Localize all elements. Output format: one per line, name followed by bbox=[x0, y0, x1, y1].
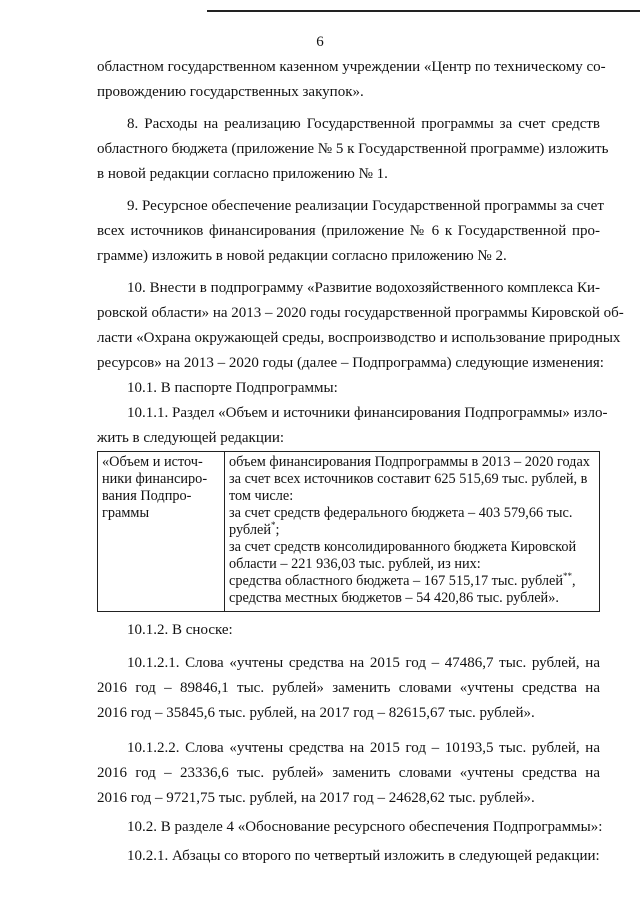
item-9-line: всех источников финансирования (приложение № 6 к Государственной про- bbox=[97, 223, 600, 239]
item-10-1-2-1-line: 10.1.2.1. Слова «учтены средства на 2015 год – 47486,7 тыс. рублей, на bbox=[127, 655, 600, 671]
label-line: ники финансиро- bbox=[102, 471, 208, 487]
text-line: провождению государственных закупок». bbox=[97, 84, 364, 100]
passport-label-cell bbox=[98, 452, 225, 612]
item-10-1-2-2-line: 2016 год – 9721,75 тыс. рублей, на 2017 год – 24628,62 тыс. рублей». bbox=[97, 790, 535, 806]
value-line: том числе: bbox=[229, 488, 294, 504]
item-10-2: 10.2. В разделе 4 «Обоснование ресурсного обеспечения Подпрограммы»: bbox=[127, 819, 603, 835]
passport-value-cell bbox=[225, 452, 600, 612]
footnote-mark: ** bbox=[563, 571, 573, 582]
top-rule bbox=[207, 10, 640, 12]
item-10-1: 10.1. В паспорте Подпрограммы: bbox=[127, 380, 338, 396]
value-line: за счет всех источников составит 625 515,69 тыс. рублей, в bbox=[229, 471, 588, 487]
item-8-line: 8. Расходы на реализацию Государственной программы за счет средств bbox=[127, 116, 600, 132]
punctuation: , bbox=[572, 573, 576, 589]
item-10-1-1-line: 10.1.1. Раздел «Объем и источники финансирования Подпрограммы» изло- bbox=[127, 405, 608, 421]
item-10-1-2-2-line: 10.1.2.2. Слова «учтены средства на 2015 год – 10193,5 тыс. рублей, на bbox=[127, 740, 600, 756]
value-line bbox=[229, 522, 595, 539]
item-10-line: 10. Внести в подпрограмму «Развитие водохозяйственного комплекса Ки- bbox=[127, 280, 600, 296]
item-10-1-2: 10.1.2. В сноске: bbox=[127, 622, 233, 638]
label-line: граммы bbox=[102, 505, 150, 521]
item-10-1-2-2-line: 2016 год – 23336,6 тыс. рублей» заменить словами «учтены средства на bbox=[97, 765, 600, 781]
table-row bbox=[98, 452, 600, 612]
value-line: объем финансирования Подпрограммы в 2013 – 2020 годах bbox=[229, 454, 590, 470]
value-line: за счет средств федерального бюджета – 403 579,66 тыс. bbox=[229, 505, 573, 521]
text-line: областном государственном казенном учреждении «Центр по техническому со- bbox=[97, 59, 606, 75]
item-8-line: областного бюджета (приложение № 5 к Государственной программе) изложить bbox=[97, 141, 609, 157]
value-line: средства местных бюджетов – 54 420,86 тыс. рублей». bbox=[229, 590, 559, 606]
item-8-line: в новой редакции согласно приложению № 1. bbox=[97, 166, 388, 182]
item-10-line: ласти «Охрана окружающей среды, воспроизводство и использование природных bbox=[97, 330, 621, 346]
passport-table bbox=[97, 451, 600, 612]
item-10-1-1-line: жить в следующей редакции: bbox=[97, 430, 285, 446]
value-line: за счет средств консолидированного бюджета Кировской bbox=[229, 539, 577, 555]
value-line bbox=[229, 573, 595, 590]
value-line: области – 221 936,03 тыс. рублей, из них: bbox=[229, 556, 481, 572]
footnote-mark: * bbox=[270, 520, 276, 531]
item-10-line: ресурсов» на 2013 – 2020 годы (далее – Подпрограмма) следующие изменения: bbox=[97, 355, 604, 371]
punctuation: ; bbox=[275, 522, 280, 538]
item-9-line: грамме) изложить в новой редакции согласно приложению № 2. bbox=[97, 248, 507, 264]
label-line: «Объем и источ- bbox=[102, 454, 203, 470]
document-body bbox=[97, 55, 624, 869]
value-text: рублей bbox=[229, 522, 271, 538]
page-number: 6 bbox=[316, 34, 324, 50]
item-10-1-2-1-line: 2016 год – 89846,1 тыс. рублей» заменить словами «учтены средства на bbox=[97, 680, 600, 696]
value-text: средства областного бюджета – 167 515,17 тыс. рублей bbox=[229, 573, 564, 589]
item-10-line: ровской области» на 2013 – 2020 годы государственной программы Кировской об- bbox=[97, 305, 624, 321]
item-10-2-1: 10.2.1. Абзацы со второго по четвертый изложить в следующей редакции: bbox=[127, 848, 600, 864]
item-9-line: 9. Ресурсное обеспечение реализации Государственной программы за счет bbox=[127, 198, 604, 214]
item-10-1-2-1-line: 2016 год – 35845,6 тыс. рублей, на 2017 год – 82615,67 тыс. рублей». bbox=[97, 705, 535, 721]
label-line: вания Подпро- bbox=[102, 488, 192, 504]
